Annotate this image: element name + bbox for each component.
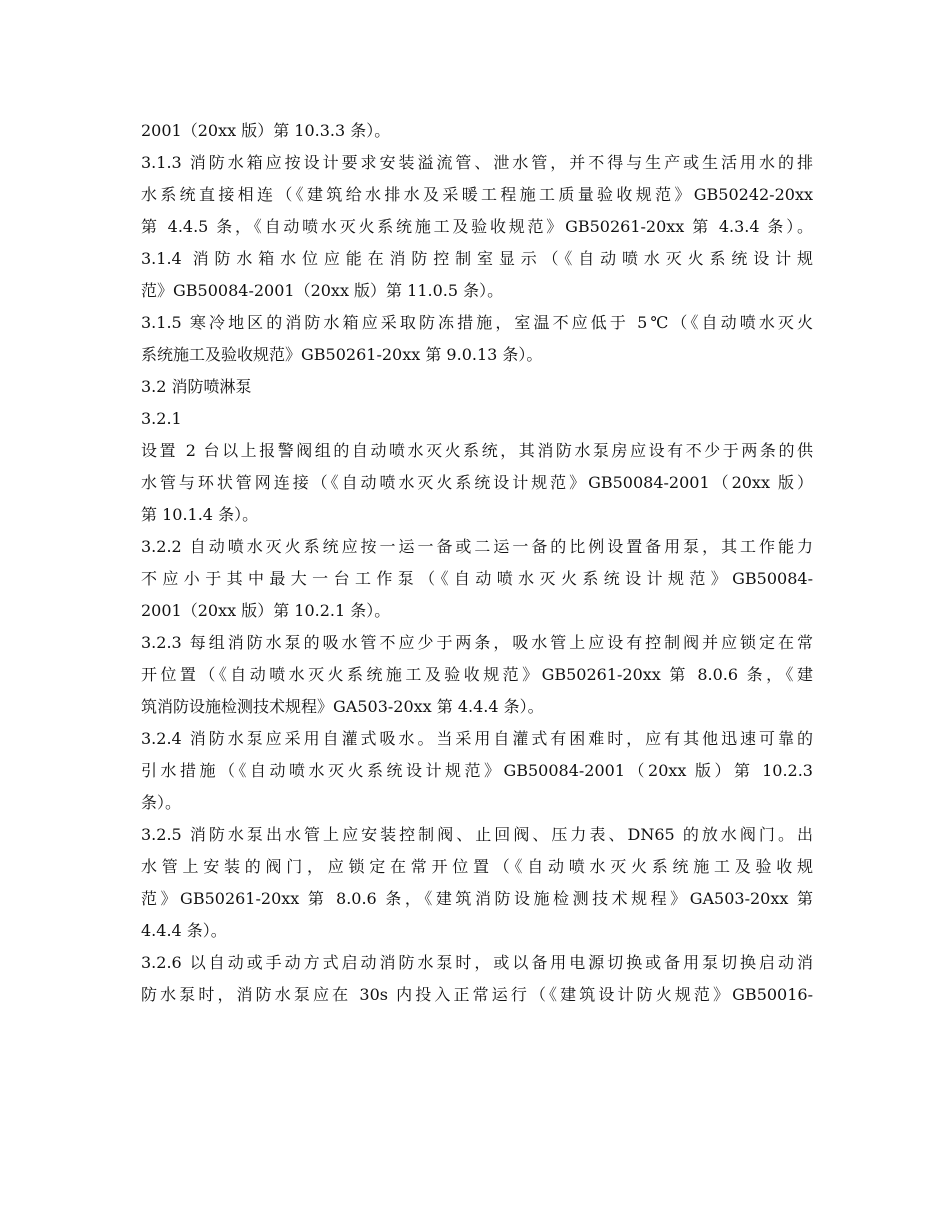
document-body: [141, 115, 813, 1011]
text-line: 不应小于其中最大一台工作泵（《自动喷水灭火系统设计规范》GB50084-: [141, 569, 813, 588]
text-line: 2001（20xx 版）第 10.2.1 条）。: [141, 601, 391, 620]
text-line: 第 10.1.4 条）。: [141, 505, 259, 524]
text-line: 条）。: [141, 793, 182, 812]
text-line: 第 4.4.5 条，《自动喷水灭火系统施工及验收规范》GB50261-20xx 第 4.3.4 条）。: [141, 217, 813, 236]
text-line: 4.4.4 条）。: [141, 921, 227, 940]
text-line: 3.2.4 消防水泵应采用自灌式吸水。当采用自灌式有困难时，应有其他迅速可靠的: [141, 729, 813, 748]
text-line: 范》GB50084-2001（20xx 版）第 11.0.5 条）。: [141, 281, 504, 300]
text-line: 3.1.3 消防水箱应按设计要求安装溢流管、泄水管，并不得与生产或生活用水的排: [141, 153, 813, 172]
text-line: 3.1.4 消防水箱水位应能在消防控制室显示（《自动喷水灭火系统设计规: [141, 249, 813, 268]
text-line: 引水措施（《自动喷水灭火系统设计规范》GB50084-2001（20xx 版）第 10.2.3: [141, 761, 813, 780]
text-line: 范》GB50261-20xx 第 8.0.6 条，《建筑消防设施检测技术规程》GA503-20xx 第: [141, 889, 813, 908]
text-line: 筑消防设施检测技术规程》GA503-20xx 第 4.4.4 条）。: [141, 697, 544, 716]
text-line: 水系统直接相连（《建筑给水排水及采暖工程施工质量验收规范》GB50242-20xx: [141, 185, 813, 204]
text-line: 设置 2 台以上报警阀组的自动喷水灭火系统，其消防水泵房应设有不少于两条的供: [141, 441, 813, 460]
text-line: 3.2.5 消防水泵出水管上应安装控制阀、止回阀、压力表、DN65 的放水阀门。出: [141, 825, 813, 844]
text-line: 系统施工及验收规范》GB50261-20xx 第 9.0.13 条）。: [141, 345, 543, 364]
text-line: 2001（20xx 版）第 10.3.3 条）。: [141, 121, 391, 140]
text-line: 3.2.3 每组消防水泵的吸水管不应少于两条，吸水管上应设有控制阀并应锁定在常: [141, 633, 813, 652]
text-line: 水管与环状管网连接（《自动喷水灭火系统设计规范》GB50084-2001（20xx 版）: [141, 473, 813, 492]
section-heading: 3.2 消防喷淋泵: [141, 377, 252, 396]
text-line: 防水泵时，消防水泵应在 30s 内投入正常运行（《建筑设计防火规范》GB50016-: [141, 985, 813, 1004]
text-line: 3.2.2 自动喷水灭火系统应按一运一备或二运一备的比例设置备用泵，其工作能力: [141, 537, 813, 556]
text-line: 3.1.5 寒冷地区的消防水箱应采取防冻措施，室温不应低于 5℃（《自动喷水灭火: [141, 313, 813, 332]
text-line: 水管上安装的阀门，应锁定在常开位置（《自动喷水灭火系统施工及验收规: [141, 857, 813, 876]
clause-number: 3.2.1: [141, 409, 182, 428]
text-line: 3.2.6 以自动或手动方式启动消防水泵时，或以备用电源切换或备用泵切换启动消: [141, 953, 813, 972]
text-line: 开位置（《自动喷水灭火系统施工及验收规范》GB50261-20xx 第 8.0.6 条，《建: [141, 665, 813, 684]
